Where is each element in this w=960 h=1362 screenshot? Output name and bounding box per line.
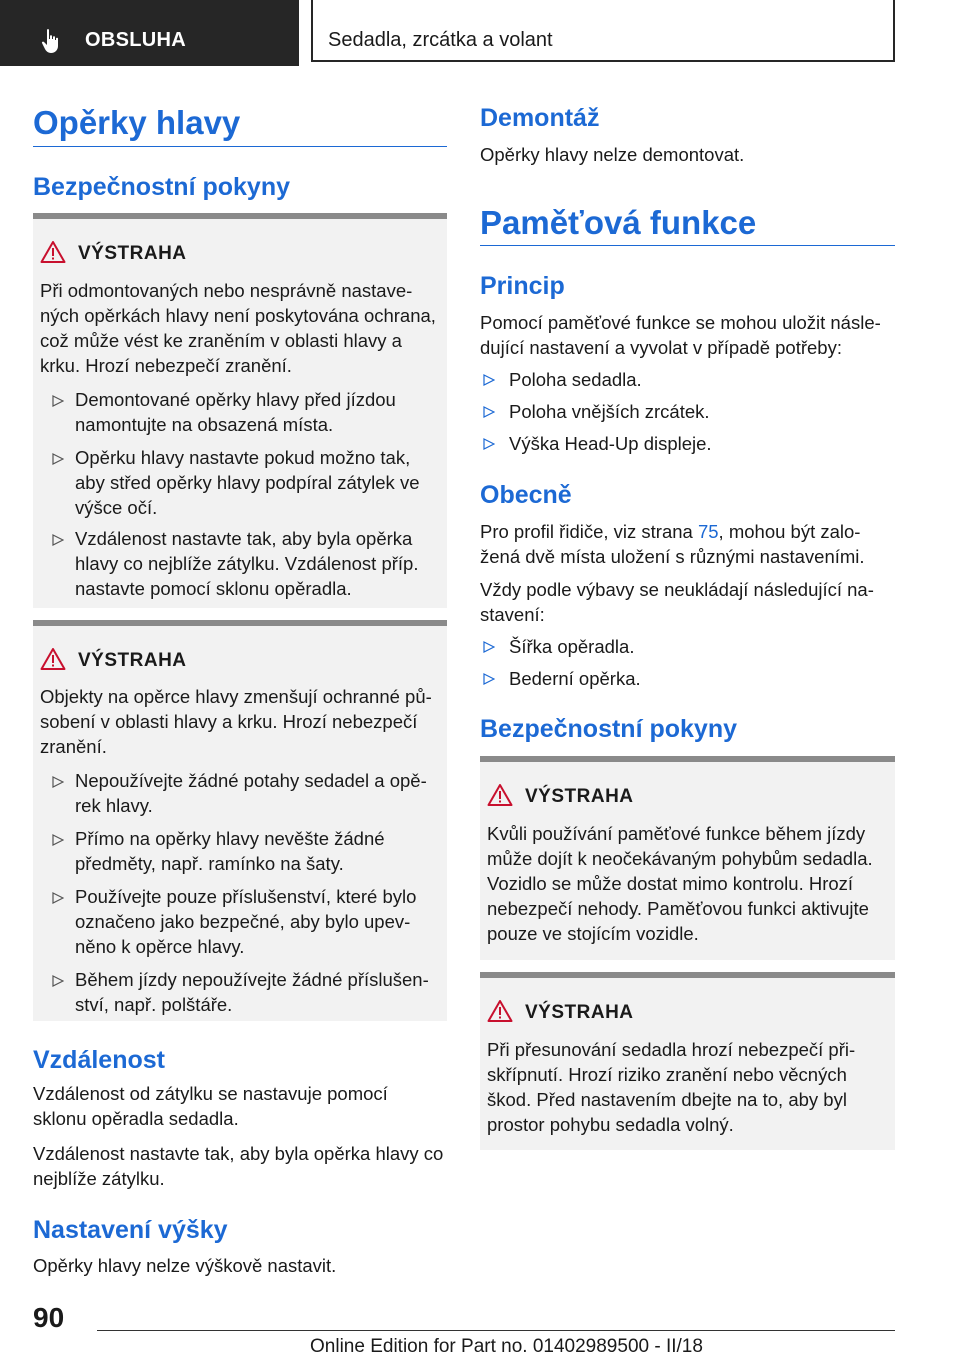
- list-item-text: Výška Head-Up displeje.: [509, 433, 712, 454]
- list-item-text: Demontované opěrky hlavy před jízdou: [75, 389, 396, 410]
- page-title: Opěrky hlavy: [33, 104, 241, 141]
- warning-text-line: nebezpečí nehody. Paměťovou funkci aktivujte: [487, 898, 869, 919]
- list-item-text: Přímo na opěrky hlavy nevěšte žádné: [75, 828, 385, 849]
- paragraph-line: nejblíže zátylku.: [33, 1168, 165, 1189]
- safety-heading-left: Bezpečnostní pokyny: [33, 173, 290, 201]
- warning-text-line: prostor pohybu sedadla volný.: [487, 1114, 734, 1135]
- paragraph-line: Opěrky hlavy nelze výškově nastavit.: [33, 1255, 337, 1276]
- distance-heading: Vzdálenost: [33, 1046, 165, 1074]
- list-item-text: namontujte na obsazená místa.: [75, 414, 334, 435]
- removal-heading: Demontáž: [480, 104, 600, 132]
- list-item-text: hlavy co nejblíže zátylku. Vzdálenost příp.: [75, 553, 419, 574]
- warning-text-line: ných opěrkách hlavy není poskytována ochrana,: [40, 305, 436, 326]
- header-tab-label: OBSLUHA: [85, 29, 186, 51]
- warning-label: VÝSTRAHA: [78, 243, 187, 264]
- list-item-text: Vzdálenost nastavte tak, aby byla opěrka: [75, 528, 413, 549]
- bullet-triangle-icon: [483, 406, 495, 418]
- paragraph-line: dující nastavení a vyvolat v případě potřeby:: [480, 337, 842, 358]
- list-item-text: Poloha sedadla.: [509, 369, 642, 390]
- warning-triangle-icon: [40, 240, 66, 264]
- paragraph-line: [480, 519, 860, 544]
- warning-box-3: [480, 756, 895, 960]
- bullet-triangle-icon: [52, 975, 64, 987]
- text-span: , mohou být zalo‐: [718, 521, 861, 542]
- bullet-triangle-icon: [52, 534, 64, 546]
- bullet-triangle-icon: [483, 673, 495, 685]
- paragraph-line: Vzdálenost od zátylku se nastavuje pomocí: [33, 1083, 388, 1104]
- warning-text-line: škod. Před nastavením dbejte na to, aby byl: [487, 1089, 847, 1110]
- height-heading: Nastavení výšky: [33, 1216, 228, 1244]
- footer-rule: [97, 1330, 895, 1331]
- list-item-text: Šířka opěradla.: [509, 636, 635, 657]
- header-section: [311, 0, 895, 62]
- list-item-text: Poloha vnějších zrcátek.: [509, 401, 710, 422]
- list-item-text: Používejte pouze příslušenství, které bylo: [75, 886, 417, 907]
- list-item-text: Nepoužívejte žádné potahy sedadel a opě‐: [75, 770, 427, 791]
- page-number: 90: [33, 1302, 65, 1333]
- bullet-triangle-icon: [483, 438, 495, 450]
- principle-heading: Princip: [480, 272, 565, 300]
- page-link[interactable]: 75: [697, 521, 719, 542]
- paragraph-line: Pomocí paměťové funkce se mohou uložit násle‐: [480, 312, 881, 333]
- bullet-triangle-icon: [52, 892, 64, 904]
- warning-text-line: Při odmontovaných nebo nesprávně nastave‐: [40, 280, 413, 301]
- list-item-text: označeno jako bezpečné, aby bylo upev‐: [75, 911, 411, 932]
- warning-text-line: pouze ve stojícím vozidle.: [487, 923, 699, 944]
- warning-text-line: může dojít k neočekávaným pohybům sedadla.: [487, 848, 873, 869]
- bullet-triangle-icon: [483, 641, 495, 653]
- warning-triangle-icon: [487, 783, 513, 807]
- warning-box-4: [480, 972, 895, 1150]
- bullet-triangle-icon: [52, 834, 64, 846]
- paragraph-line: Vzdálenost nastavte tak, aby byla opěrka hlavy co: [33, 1143, 444, 1164]
- list-item-text: nastavte pomocí sklonu opěradla.: [75, 578, 352, 599]
- paragraph-line: stavení:: [480, 604, 545, 625]
- list-item-text: Během jízdy nepoužívejte žádné příslušen‐: [75, 969, 429, 990]
- warning-text-line: skřípnutí. Hrozí riziko zranění nebo věcných: [487, 1064, 847, 1085]
- warning-label: VÝSTRAHA: [525, 786, 634, 807]
- hand-pointer-icon: [40, 28, 64, 54]
- bullet-triangle-icon: [52, 395, 64, 407]
- paragraph-line: Opěrky hlavy nelze demontovat.: [480, 144, 745, 165]
- warning-triangle-icon: [487, 999, 513, 1023]
- warning-text-line: což může vést ke zraněním v oblasti hlavy a: [40, 330, 402, 351]
- memory-title: Paměťová funkce: [480, 204, 757, 241]
- warning-text-line: sobení v oblasti hlavy a krku. Hrozí nebezpečí: [40, 711, 418, 732]
- warning-text-line: Vozidlo se může dostat mimo kontrolu. Hrozí: [487, 873, 854, 894]
- paragraph-line: sklonu opěradla sedadla.: [33, 1108, 239, 1129]
- warning-text-line: Kvůli používání paměťové funkce během jízdy: [487, 823, 866, 844]
- list-item-text: aby střed opěrky hlavy podpíral zátylek ve: [75, 472, 420, 493]
- warning-label: VÝSTRAHA: [78, 650, 187, 671]
- safety-heading-right: Bezpečnostní pokyny: [480, 715, 737, 743]
- warning-label: VÝSTRAHA: [525, 1002, 634, 1023]
- title-rule: [480, 245, 895, 246]
- list-item-text: něno k opěrce hlavy.: [75, 936, 245, 957]
- bullet-triangle-icon: [52, 776, 64, 788]
- header-tab: [0, 0, 299, 66]
- warning-triangle-icon: [40, 647, 66, 671]
- warning-text-line: krku. Hrozí nebezpečí zranění.: [40, 355, 292, 376]
- list-item-text: Bederní opěrka.: [509, 668, 641, 689]
- warning-text-line: Při přesunování sedadla hrozí nebezpečí při‐: [487, 1039, 856, 1060]
- bullet-triangle-icon: [52, 453, 64, 465]
- list-item-text: rek hlavy.: [75, 795, 153, 816]
- warning-text-line: Objekty na opěrce hlavy zmenšují ochranné pů‐: [40, 686, 432, 707]
- warning-text-line: zranění.: [40, 736, 107, 757]
- list-item-text: výšce očí.: [75, 497, 158, 518]
- text-span: Pro profil řidiče, viz strana: [480, 521, 698, 542]
- list-item-text: Opěrku hlavy nastavte pokud možno tak,: [75, 447, 411, 468]
- title-rule: [33, 146, 447, 147]
- footer-edition: Online Edition for Part no. 01402989500 - II/18: [310, 1336, 703, 1357]
- warning-box-2: [33, 620, 447, 1021]
- list-item-text: předměty, např. ramínko na šaty.: [75, 853, 344, 874]
- paragraph-line: žená dvě místa uložení s různými nastaveními.: [480, 546, 865, 567]
- general-heading: Obecně: [480, 481, 572, 509]
- bullet-triangle-icon: [483, 374, 495, 386]
- paragraph-line: Vždy podle výbavy se neukládají následující na‐: [480, 579, 874, 600]
- warning-box-1: [33, 213, 447, 608]
- list-item-text: ství, např. polštáře.: [75, 994, 233, 1015]
- header-section-label: Sedadla, zrcátka a volant: [328, 29, 553, 51]
